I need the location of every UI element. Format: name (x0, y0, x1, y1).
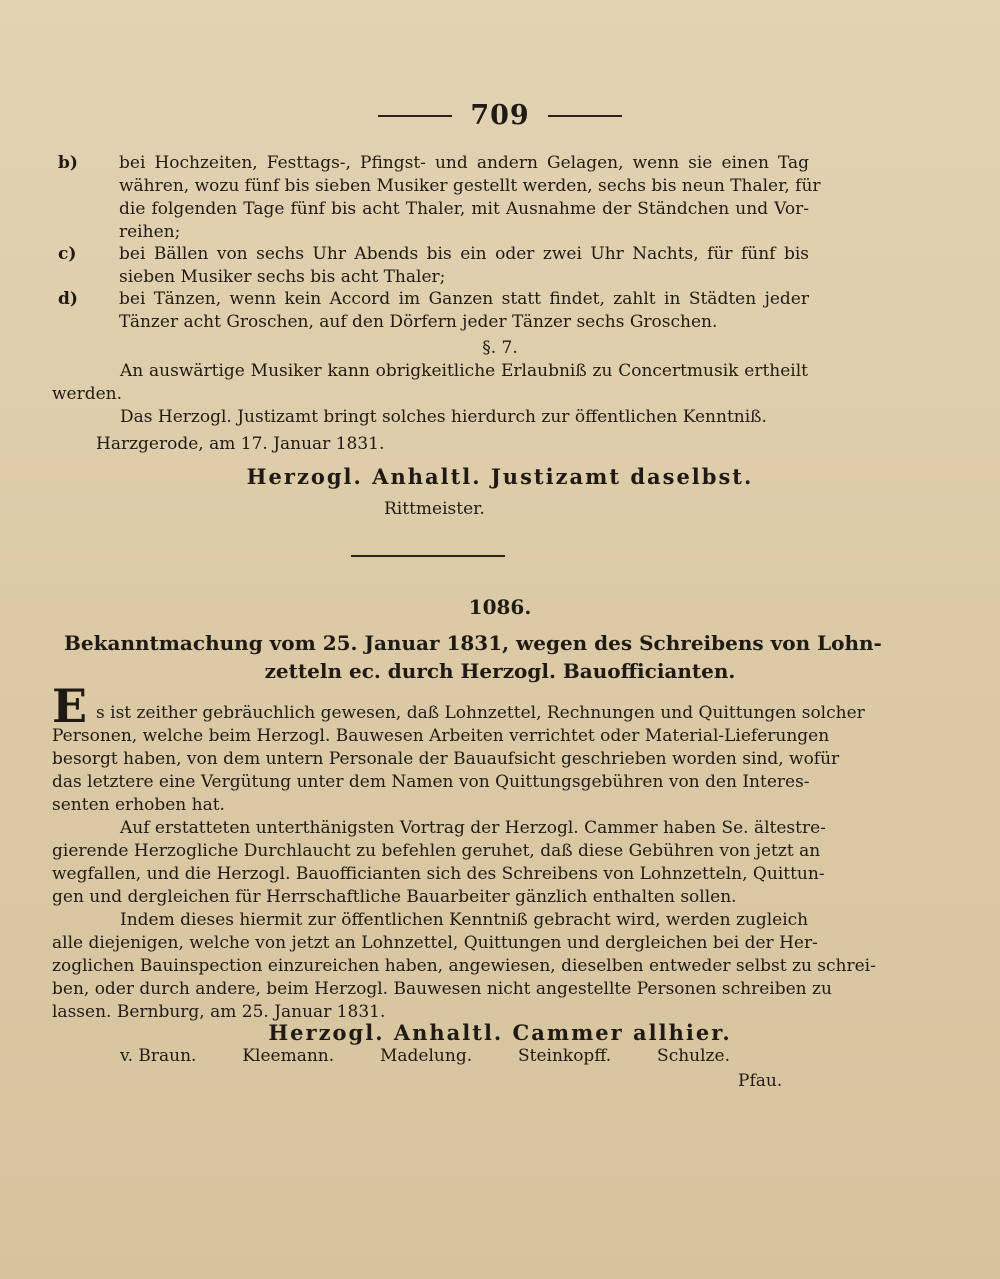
item-d-line-1: bei Tänzen, wenn kein Accord im Ganzen statt findet, zahlt in Städten jeder (119, 289, 809, 309)
signers-row (120, 1046, 730, 1066)
paragraph-heading: §. 7. (482, 338, 518, 358)
signer-braun: v. Braun. (120, 1046, 197, 1066)
section-title-line-1: Bekanntmachung vom 25. Januar 1831, wegen des Schreibens von Lohn- (64, 631, 882, 655)
item-label-d: d) (58, 289, 78, 309)
section-divider (351, 555, 505, 557)
item-b-line-1: bei Hochzeiten, Festtags-, Pfingst- und andern Gelagen, wenn sie einen Tag (119, 153, 809, 173)
dropcap-initial: E (52, 679, 88, 733)
item-b-line-4: reihen; (119, 222, 181, 242)
item-b-line-2: währen, wozu fünf bis sieben Musiker gestellt werden, sechs bis neun Thaler, für (119, 176, 821, 196)
para3-line-4: ben, oder durch andere, beim Herzogl. Bauwesen nicht angestellte Personen schreiben zu (52, 979, 832, 999)
section-title-line-2: zetteln ec. durch Herzogl. Bauofficianten. (264, 659, 736, 683)
signer-schulze: Schulze. (657, 1046, 730, 1066)
header-rule-left (378, 115, 452, 117)
signer-pfau: Pfau. (738, 1071, 783, 1091)
header-rule-right (548, 115, 622, 117)
para2-line-1: Auf erstatteten unterthänigsten Vortrag der Herzogl. Cammer haben Se. ältestre- (120, 818, 826, 838)
p7-line-2: werden. (52, 384, 123, 404)
para1-line-4: das letztere eine Vergütung unter dem Namen von Quittungsgebühren von den Interes- (52, 772, 810, 792)
signer-kleemann: Kleemann. (242, 1046, 335, 1066)
para1-line-3: besorgt haben, von dem untern Personale der Bauaufsicht geschrieben worden sind, wofür (52, 749, 840, 769)
page-number: 709 (470, 100, 530, 131)
para3-line-1: Indem dieses hiermit zur öffentlichen Kenntniß gebracht wird, werden zugleich (120, 910, 809, 930)
authority-justizamt: Herzogl. Anhaltl. Justizamt daselbst. (246, 464, 754, 489)
item-label-b: b) (58, 153, 78, 173)
page-header (0, 100, 1000, 131)
signer-steinkopff: Steinkopff. (517, 1046, 612, 1066)
authority-cammer: Herzogl. Anhaltl. Cammer allhier. (268, 1020, 732, 1045)
para2-line-2: gierende Herzogliche Durchlaucht zu befehlen geruhet, daß diese Gebühren von jetzt an (52, 841, 821, 861)
section-number: 1086. (468, 595, 532, 619)
p7-line-1: An auswärtige Musiker kann obrigkeitliche Erlaubniß zu Concertmusik ertheilt (120, 361, 808, 381)
item-label-c: c) (58, 244, 77, 264)
para2-line-3: wegfallen, und die Herzogl. Bauofficianten sich des Schreibens von Lohnzetteln, Quittun- (52, 864, 825, 884)
para1-line-2: Personen, welche beim Herzogl. Bauwesen Arbeiten verrichtet oder Material-Lieferungen (52, 726, 830, 746)
signer-madelung: Madelung. (380, 1046, 473, 1066)
item-b-line-3: die folgenden Tage fünf bis acht Thaler, mit Ausnahme der Ständchen und Vor- (119, 199, 809, 219)
para1-line-5: senten erhoben hat. (52, 795, 225, 815)
para3-line-3: zoglichen Bauinspection einzureichen haben, angewiesen, dieselben entweder selbst zu schrei- (52, 956, 876, 976)
para3-line-5: lassen. Bernburg, am 25. Januar 1831. (52, 1002, 386, 1022)
signer-rittmeister: Rittmeister. (384, 499, 485, 519)
para3-line-2: alle diejenigen, welche von jetzt an Lohnzettel, Quittungen und dergleichen bei der Her- (52, 933, 818, 953)
item-c-line-1: bei Bällen von sechs Uhr Abends bis ein oder zwei Uhr Nachts, für fünf bis (119, 244, 809, 264)
place-date: Harzgerode, am 17. Januar 1831. (96, 434, 385, 454)
announcement: Das Herzogl. Justizamt bringt solches hierdurch zur öffentlichen Kenntniß. (120, 407, 767, 427)
para2-line-4: gen und dergleichen für Herrschaftliche Bauarbeiter gänzlich enthalten sollen. (52, 887, 737, 907)
para1-line-1: s ist zeither gebräuchlich gewesen, daß Lohnzettel, Rechnungen und Quittungen solcher (96, 703, 865, 723)
item-d-line-2: Tänzer acht Groschen, auf den Dörfern jeder Tänzer sechs Groschen. (119, 312, 718, 332)
item-c-line-2: sieben Musiker sechs bis acht Thaler; (119, 267, 446, 287)
